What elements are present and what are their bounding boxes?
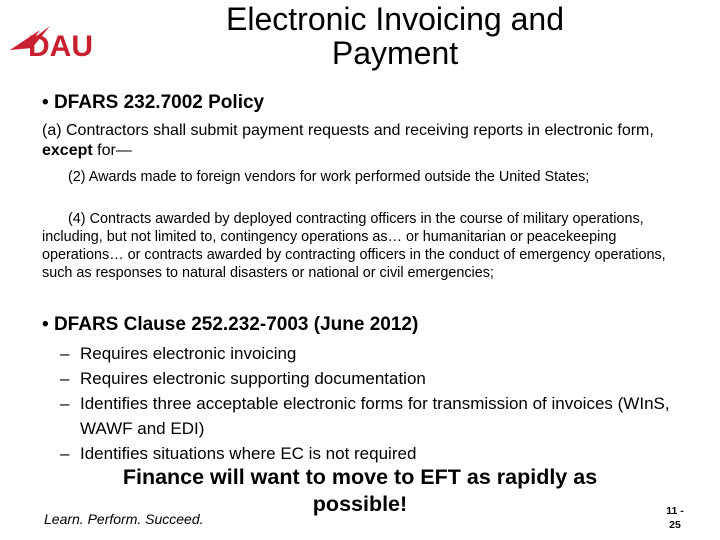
list-item bbox=[60, 366, 680, 391]
dau-logo bbox=[10, 20, 94, 62]
finance-line-1: Finance will want to move to EFT as rapidly as bbox=[122, 465, 598, 489]
bullet-text: DFARS 232.7002 Policy bbox=[53, 92, 265, 113]
paragraph-a bbox=[42, 121, 682, 161]
bullet-dfars-policy bbox=[42, 91, 264, 115]
list-item-text: Identifies three acceptable electronic forms for transmission of invoices (WInS, WAWF and EDI) bbox=[80, 394, 670, 438]
clause-requirements-list bbox=[60, 341, 680, 466]
list-item-text: Requires electronic supporting documentation bbox=[80, 369, 426, 388]
list-item bbox=[60, 341, 680, 366]
paragraph-4 bbox=[42, 210, 692, 282]
paragraph-2 bbox=[42, 168, 692, 186]
paragraph-2-text: (2) Awards made to foreign vendors for work performed outside the United States; bbox=[68, 169, 590, 185]
slide-title bbox=[150, 2, 640, 70]
list-item-text: Requires electronic invoicing bbox=[80, 344, 297, 363]
paragraph-a-tail: for— bbox=[92, 142, 132, 159]
dash-marker: – bbox=[60, 344, 70, 363]
finance-line-2: possible! bbox=[312, 492, 408, 516]
dash-marker: – bbox=[60, 369, 70, 388]
list-item-text: Identifies situations where EC is not required bbox=[80, 444, 417, 463]
paragraph-a-text: (a) Contractors shall submit payment requests and receiving reports in electronic form, bbox=[42, 122, 654, 139]
bullet-marker: • bbox=[42, 92, 49, 113]
dash-marker: – bbox=[60, 444, 70, 463]
page-number-line-1: 11 - bbox=[666, 505, 684, 517]
title-line-2: Payment bbox=[331, 35, 459, 71]
bullet-text: DFARS Clause 252.232-7003 (June 2012) bbox=[53, 314, 419, 335]
paragraph-4-text: (4) Contracts awarded by deployed contracting officers in the course of military operations, including, but not limited to, contingency operations as… or humanitarian or peacekeeping operations… or contracts awarded by contracting officers in the conduct of emergency operations, such as responses to natural disasters or national or civil emergencies; bbox=[42, 211, 666, 281]
list-item bbox=[60, 441, 680, 466]
list-item bbox=[60, 391, 680, 441]
paragraph-a-except: except bbox=[42, 142, 93, 159]
bullet-dfars-clause bbox=[42, 313, 418, 337]
logo-text: DAU bbox=[28, 30, 93, 62]
page-number-line-2: 25 bbox=[669, 519, 681, 531]
bullet-marker: • bbox=[42, 314, 49, 335]
footer-tagline: Learn. Perform. Succeed. bbox=[44, 511, 204, 527]
page-number bbox=[660, 504, 690, 532]
dash-marker: – bbox=[60, 394, 70, 413]
title-line-1: Electronic Invoicing and bbox=[226, 1, 564, 37]
